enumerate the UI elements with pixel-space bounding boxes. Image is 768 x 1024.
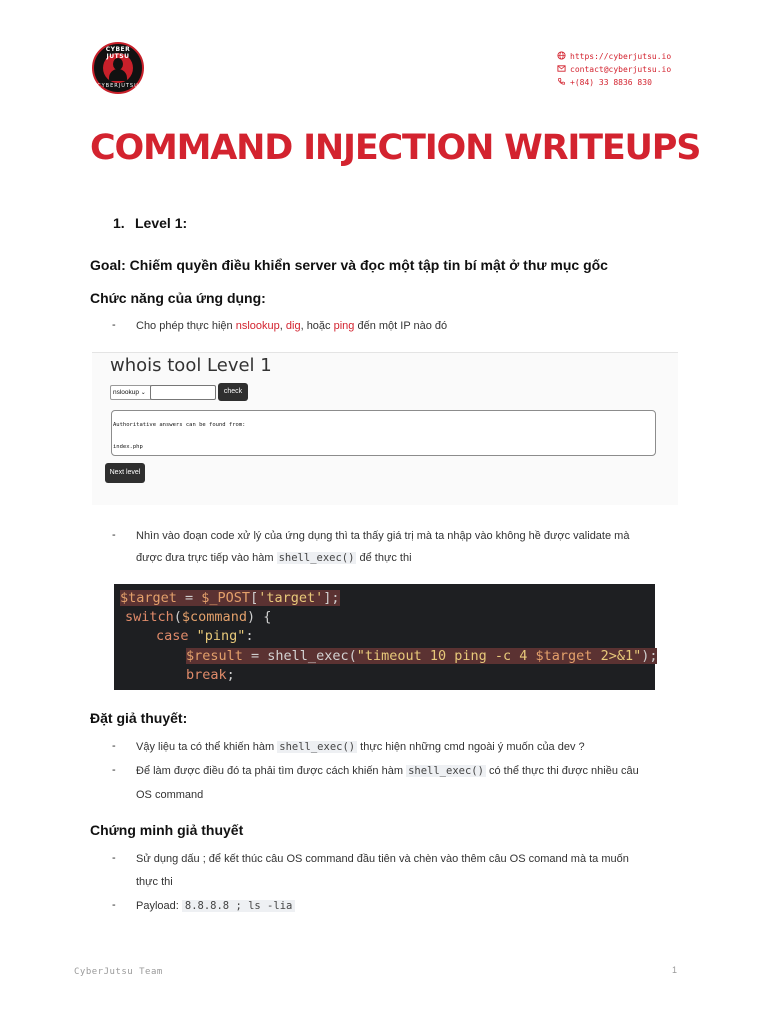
payload-label: Payload: [136,900,182,912]
whois-title: whois tool Level 1 [110,355,272,376]
result-line: Authoritative answers can be found from: [113,422,246,428]
cyberjutsu-logo [92,42,144,94]
payload-code: 8.8.8.8 ; ls -lia [182,900,295,912]
code-line [120,589,340,608]
features-prefix: Cho phép thực hiện [136,320,236,332]
phone-text: +(84) 33 8836 830 [570,78,652,87]
hypothesis-item1-suffix: thực hiện những cmd ngoài ý muốn của dev ? [357,741,585,753]
bullet-marker: - [112,899,116,911]
code-line: case "ping": [156,628,254,644]
contact-email[interactable] [557,64,671,74]
next-level-button[interactable]: Next level [105,463,145,483]
proof-heading: Chứng minh giả thuyết [90,822,244,838]
email-text: contact@cyberjutsu.io [570,65,672,74]
chevron-down-icon: ⌄ [139,390,146,396]
bullet-marker: - [112,740,116,752]
hypothesis-item1 [136,735,676,759]
contact-phone[interactable] [557,77,652,87]
logo-text: CYBER JUTSU [105,46,131,60]
select-value: nslookup [113,389,140,396]
hypothesis-item2-suffix: có thể thực thi được nhiều câu [485,765,639,777]
inline-code: shell_exec() [278,552,355,564]
hypothesis-heading: Đặt giả thuyết: [90,710,188,726]
code-highlight: $result = shell_exec("timeout 10 ping -c 4 $target 2>&1"); [186,648,658,664]
whois-tool-screenshot [92,352,678,505]
bullet-marker: - [112,852,116,864]
mail-icon [557,64,566,73]
proof-item1-line1: Sử dụng dấu ; để kết thúc câu OS command đầu tiên và chèn vào thêm câu OS comand mà ta muốn [136,853,629,865]
code-highlight: $target = $_POST['target']; [120,590,340,606]
features-heading: Chức năng của ứng dụng: [90,290,266,306]
page-number: 1 [672,965,678,975]
command-select[interactable] [110,385,152,400]
section-level-heading [113,215,187,231]
separator: , [279,320,286,332]
code-line: break; [186,667,235,683]
result-line: index.php [113,444,143,450]
observation-prefix: được đưa trực tiếp vào hàm [136,552,277,564]
features-text [136,314,676,338]
goal-heading: Goal: Chiếm quyền điều khiển server và đọc một tập tin bí mật ở thư mục gốc [90,257,608,273]
hypothesis-item2 [136,759,676,783]
bullet-marker: - [112,764,116,776]
tool-dig: dig [285,320,301,332]
separator: , hoặc [300,320,334,332]
proof-item1-line2: thực thi [136,876,173,888]
code-screenshot [114,584,658,690]
inline-code: shell_exec() [408,765,484,777]
code-line: switch($command) { [125,609,272,625]
check-button[interactable]: check [218,383,248,401]
inline-code: shell_exec() [279,741,356,753]
hypothesis-item1-prefix: Vậy liệu ta có thể khiến hàm [136,741,278,753]
hypothesis-item2-prefix: Để làm được điều đó ta phải tìm được cách khiến hàm [136,765,407,777]
code-line [186,647,657,666]
logo-ninja-body [109,69,127,81]
logo-subtext: CYBERJUTSU [97,83,139,89]
result-box [111,410,656,456]
proof-item2 [136,894,676,918]
observation-line1: Nhìn vào đoạn code xử lý của ứng dụng thì ta thấy giá trị mà ta nhập vào không hề được validate mà [136,530,630,542]
level-number: 1. [113,215,125,231]
globe-icon [557,51,566,60]
phone-icon [557,77,566,86]
bullet-marker: - [112,529,116,541]
bullet-marker: - [112,319,116,331]
contact-website[interactable] [557,51,671,61]
tool-nslookup: nslookup [235,320,280,332]
code-cutoff-line [232,572,462,584]
hypothesis-item2-line2: OS command [136,789,204,801]
observation-line2 [136,546,676,570]
level-label: Level 1: [135,215,188,231]
observation-suffix: để thực thi [356,552,412,564]
footer-team: CyberJutsu Team [74,967,163,977]
tool-ping: ping [333,320,355,332]
website-text: https://cyberjutsu.io [570,52,672,61]
features-suffix: đến một IP nào đó [354,320,448,332]
page-title: COMMAND INJECTION WRITEUPS [90,128,701,168]
target-input[interactable] [150,385,216,400]
